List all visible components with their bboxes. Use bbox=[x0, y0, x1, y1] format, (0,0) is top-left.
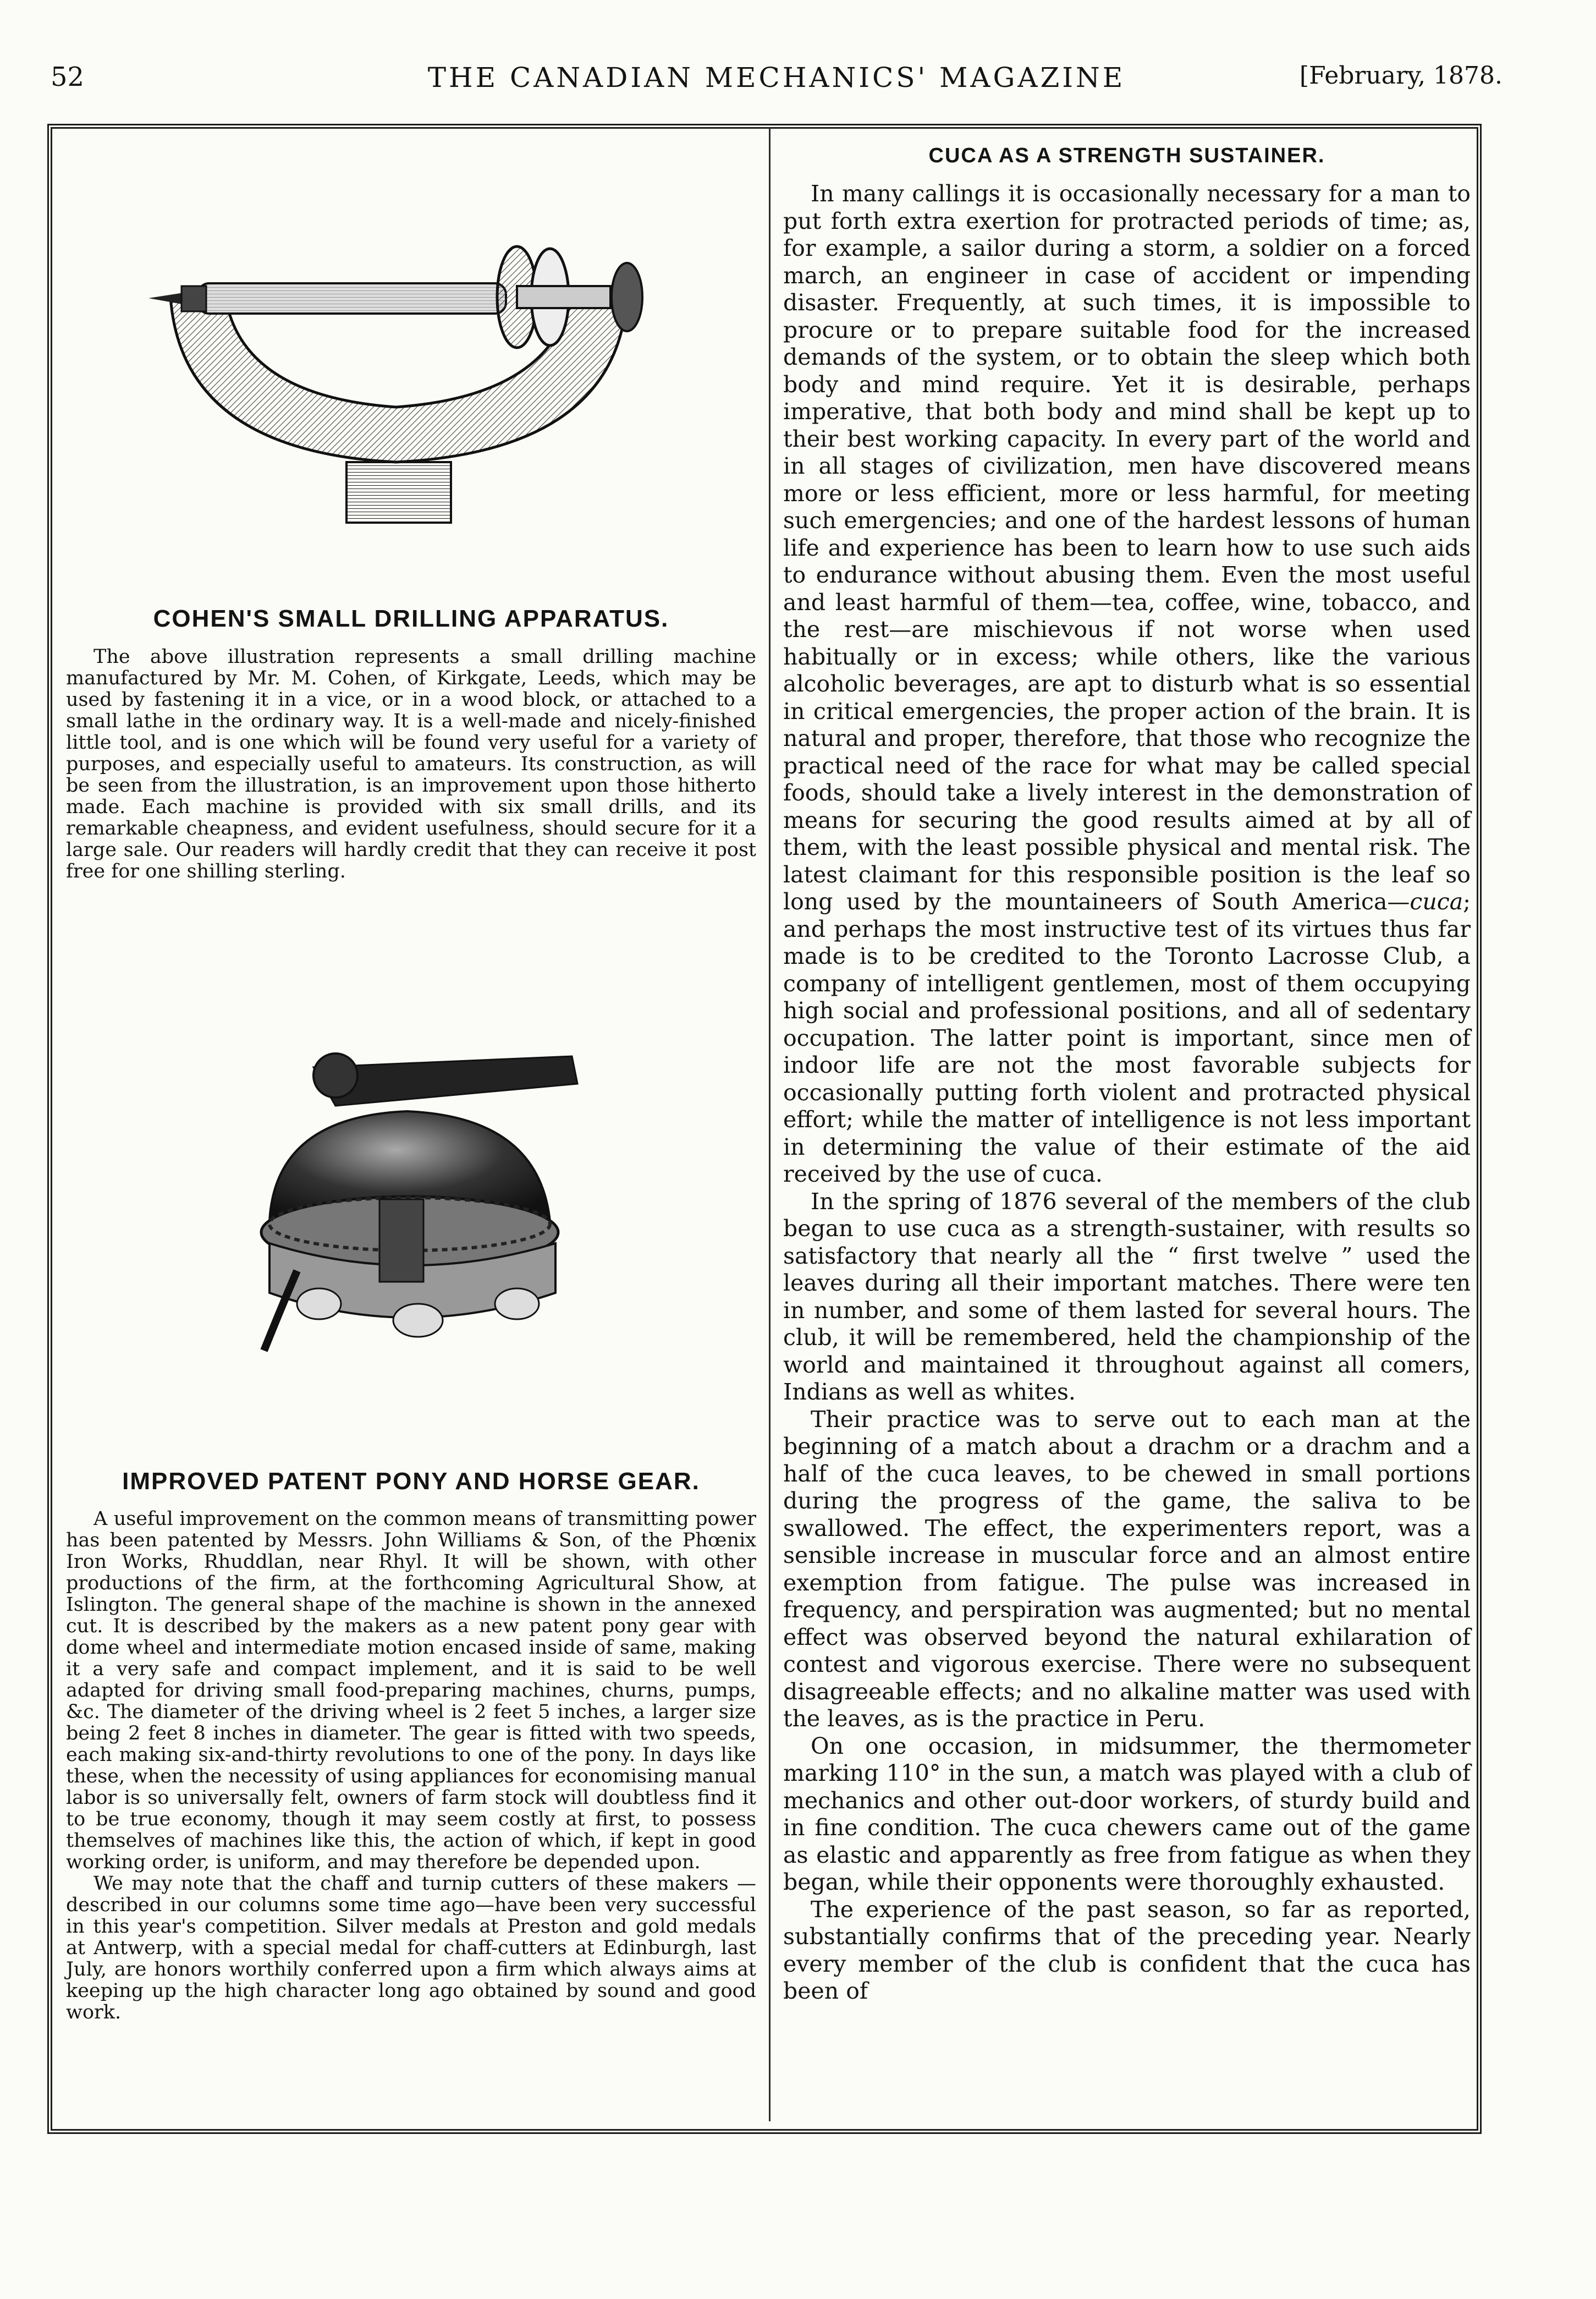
pony-gear-article-title: IMPROVED PATENT PONY AND HORSE GEAR. bbox=[122, 1468, 700, 1495]
page-number: 52 bbox=[51, 62, 85, 92]
paragraph: The above illustration represents a small drilling machine manufactured by Mr. M. Cohen, of Kirkgate, Leeds, which may be used by fastening it in a vice, or in a wood block, or attached to a small lathe in the ordinary way. It is a well-made and nicely-finished little tool, and is one which will be found very useful for a variety of purposes, and especially useful to amateurs. Its construction, as will be seen from the illustration, is an improvement upon those hitherto made. Each machine is provided with six small drills, and its remarkable cheapness, and evident usefulness, should secure for it a large sale. Our readers will hardly credit that they can receive it post free for one shilling sterling. bbox=[66, 646, 756, 882]
magazine-title: THE CANADIAN MECHANICS' MAGAZINE bbox=[427, 62, 1126, 94]
column-divider bbox=[769, 128, 771, 2121]
paragraph: On one occasion, in midsummer, the thermometer marking 110° in the sun, a match was played with a club of mechanics and other out-door workers, of sturdy build and in fine condition. The cuca chewers came out of the game as elastic and apparently as free from fatigue as when they began, while their opponents were thoroughly exhausted. bbox=[783, 1732, 1471, 1895]
cuca-article-title: CUCA AS A STRENGTH SUSTAINER. bbox=[928, 144, 1325, 167]
paragraph: The experience of the past season, so far as reported, substantially confirms that of the preceding year. Nearly every member of the club is confident that the cuca has been of bbox=[783, 1896, 1471, 2004]
paragraph: We may note that the chaff and turnip cutters of these makers —described in our columns some time ago—have been very successful in this year's competition. Silver medals at Preston and gold medals at Antwerp, with a special medal for chaff-cutters at Edinburgh, last July, are honors worthily conferred upon a firm which always aims at keeping up the high character long ago obtained by sound and good work. bbox=[66, 1873, 756, 2023]
running-header bbox=[51, 62, 1503, 106]
paragraph bbox=[783, 180, 1471, 1188]
paragraph-text: In many callings it is occasionally necessary for a man to put forth extra exertion for protracted periods of time; as, for example, a sailor during a storm, a soldier on a forced march, an engineer in case of accident or impending disaster. Frequently, at such times, it is impossible to procure or to prepare suitable food for the increased demands of the system, or to obtain the sleep which both body and mind require. Yet it is desirable, perhaps imperative, that both body and mind shall be kept up to their best working capacity. In every part of the world and in all stages of civilization, men have discovered means more or less efficient, more or less harmful, for meeting such emergencies; and one of the hardest lessons of human life and experience has been to learn how to use such aids to endurance without abusing them. Even the most useful and least harmful of them—tea, coffee, wine, tobacco, and the rest—are mischievous if not worse when used habitually or in excess; while others, like the various alcoholic beverages, are apt to disturb what is so essential in critical emergencies, the proper action of the brain. It is natural and proper, therefore, that those who recognize the practical need of the race for what may be called special foods, should take a lively interest in the demonstration of means for securing the good results aimed at by all of them, with the least possible physical and mental risk. The latest claimant for this responsible position is the leaf so long used by the mountaineers of South America— bbox=[783, 180, 1471, 915]
pony-gear-article-body bbox=[66, 1508, 756, 2023]
paragraph-text: ; and perhaps the most instructive test of its virtues thus far made is to be credited to the Toronto Lacrosse Club, a company of intelligent gentlemen, most of them occupying high social and professional positions, and all of sedentary occupation. The latter point is important, since men of indoor life are not the most favorable subjects for occasionally putting forth violent and protracted physical effort; while the matter of intelligence is not less important in determining the value of their estimate of the aid received by the use of cuca. bbox=[783, 888, 1471, 1187]
cuca-article-body bbox=[783, 180, 1471, 2005]
drilling-article-title: COHEN'S SMALL DRILLING APPARATUS. bbox=[153, 605, 669, 632]
drilling-apparatus-illustration bbox=[132, 231, 693, 528]
drilling-article-body bbox=[66, 646, 756, 882]
paragraph: Their practice was to serve out to each man at the beginning of a match about a drachm or a drachm and a half of the cuca leaves, to be chewed in small portions during the progress of the game, the saliva to be swallowed. The effect, the experimenters report, was a sensible increase in muscular force and an almost entire exemption from fatigue. The pulse was increased in frequency, and perspiration was augmented; but no mental effect was observed beyond the natural exhilaration of contest and vigorous exercise. There were no subsequent disagreeable effects; and no alkaline matter was used with the leaves, as is the practice in Peru. bbox=[783, 1406, 1471, 1732]
paragraph: A useful improvement on the common means of transmitting power has been patented by Messrs. John Williams & Son, of the Phœnix Iron Works, Rhuddlan, near Rhyl. It will be shown, with other productions of the firm, at the forthcoming Agricultural Show, at Islington. The general shape of the machine is shown in the annexed cut. It is described by the makers as a new patent pony gear with dome wheel and intermediate motion encased inside of same, making it a very safe and compact implement, and it is said to be well adapted for driving small food-preparing machines, churns, pumps, &c. The diameter of the driving wheel is 2 feet 5 inches, a larger size being 2 feet 8 inches in diameter. The gear is fitted with two speeds, each making six-and-thirty revolutions to one of the pony. In days like these, when the necessity of using appliances for economising manual labor is so universally felt, owners of farm stock will doubtless find it to be true economy, though it may seem costly at first, to possess themselves of machines like this, the action of which, if kept in good working order, is uniform, and may therefore be depended upon. bbox=[66, 1508, 756, 1873]
pony-gear-illustration bbox=[231, 1034, 605, 1353]
issue-date: [February, 1878. bbox=[1299, 62, 1503, 90]
paragraph: In the spring of 1876 several of the members of the club began to use cuca as a strength-sustainer, with results so satisfactory that nearly all the “ first twelve ” used the leaves during all their important matches. There were ten in number, and some of them lasted for several hours. The club, it will be remembered, held the championship of the world and maintained it throughout against all comers, Indians as well as whites. bbox=[783, 1188, 1471, 1405]
emphasis-term: cuca bbox=[1410, 888, 1463, 915]
